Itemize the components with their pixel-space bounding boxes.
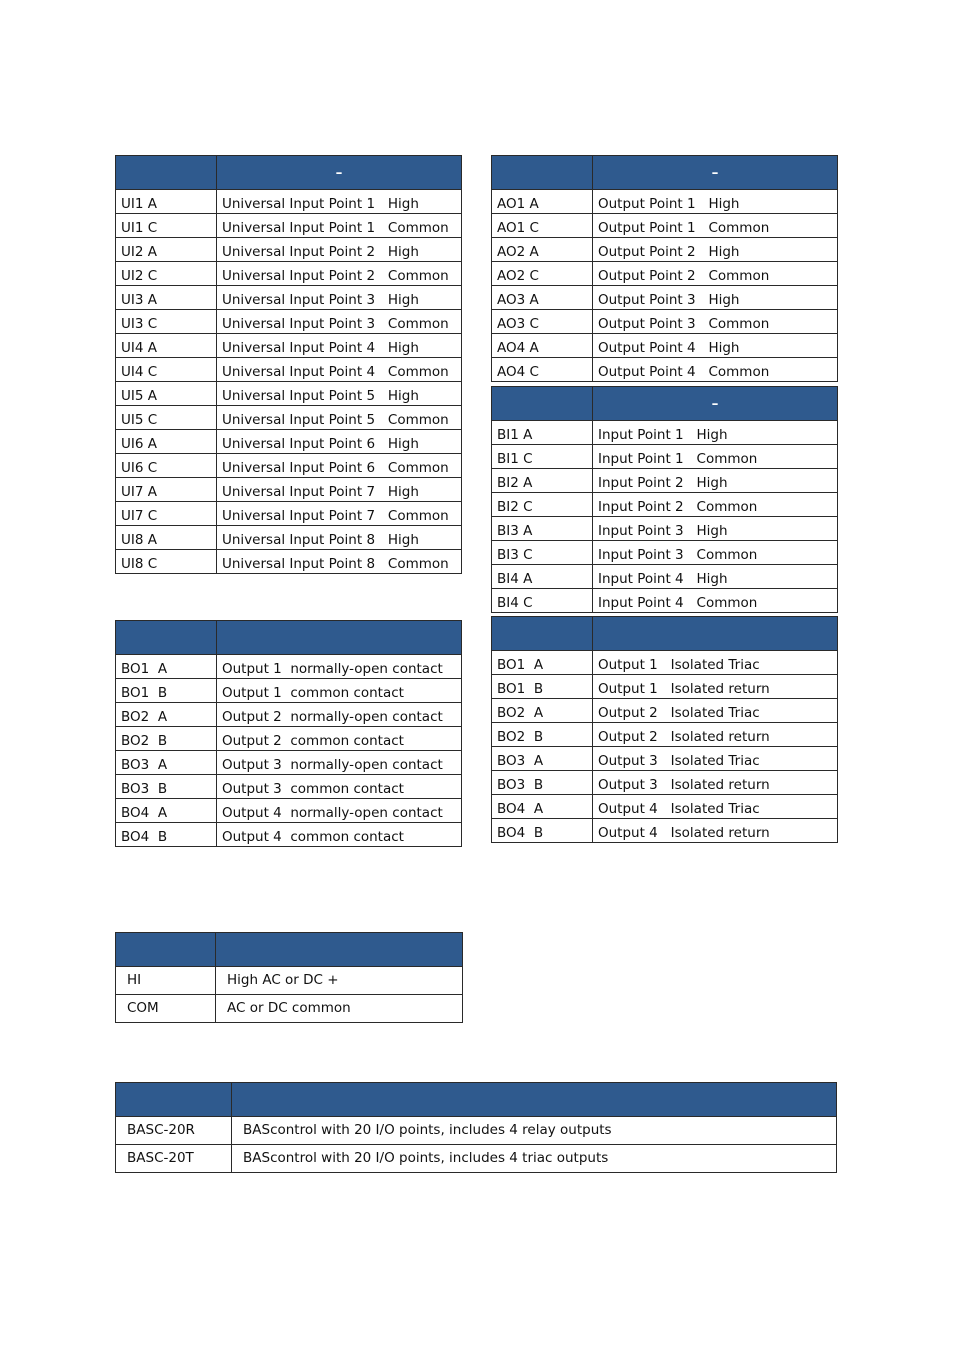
terminal-cell: BO2 B (116, 727, 217, 751)
terminal-cell: BI4 C (492, 589, 593, 613)
table-row (492, 190, 838, 214)
table-row (116, 310, 462, 334)
terminal-cell: UI1 A (116, 190, 217, 214)
header-cell-model (116, 1083, 232, 1117)
table-row (116, 727, 462, 751)
terminal-cell: UI7 A (116, 478, 217, 502)
ao-terminal-table (491, 155, 838, 382)
table-row (492, 334, 838, 358)
terminal-cell: AO1 A (492, 190, 593, 214)
table-row (116, 679, 462, 703)
terminal-cell: UI4 A (116, 334, 217, 358)
table-row (492, 819, 838, 843)
description-cell: Output Point 1 High (593, 190, 838, 214)
terminal-cell: AO1 C (492, 214, 593, 238)
terminal-cell: BO1 A (492, 651, 593, 675)
table-row (116, 823, 462, 847)
terminal-cell: AO2 A (492, 238, 593, 262)
description-cell: Universal Input Point 3 High (217, 286, 462, 310)
table-row (492, 214, 838, 238)
description-cell: Universal Input Point 8 High (217, 526, 462, 550)
table-row (492, 589, 838, 613)
description-cell: Universal Input Point 3 Common (217, 310, 462, 334)
description-cell: Output 3 normally-open contact (217, 751, 462, 775)
table-row (492, 310, 838, 334)
bo-triac-terminal-table (491, 616, 838, 843)
terminal-cell: AO4 C (492, 358, 593, 382)
description-cell: BAScontrol with 20 I/O points, includes 4 relay outputs (232, 1117, 837, 1145)
description-cell: Output 2 Isolated Triac (593, 699, 838, 723)
table-row (492, 675, 838, 699)
description-cell: Input Point 4 Common (593, 589, 838, 613)
table-row (116, 526, 462, 550)
table-row (492, 541, 838, 565)
table-row (492, 469, 838, 493)
terminal-cell: UI5 A (116, 382, 217, 406)
terminal-cell: BO2 B (492, 723, 593, 747)
table-header (492, 156, 838, 190)
terminal-cell: UI2 C (116, 262, 217, 286)
table-row (116, 382, 462, 406)
terminal-cell: BO3 B (492, 771, 593, 795)
table-row (116, 358, 462, 382)
description-cell: Output Point 2 High (593, 238, 838, 262)
description-cell: BAScontrol with 20 I/O points, includes 4 triac outputs (232, 1145, 837, 1173)
terminal-cell: AO4 A (492, 334, 593, 358)
description-cell: Input Point 3 High (593, 517, 838, 541)
power-terminal-table (115, 932, 463, 1023)
terminal-cell: UI8 C (116, 550, 217, 574)
terminal-cell: UI6 A (116, 430, 217, 454)
terminal-cell: AO3 A (492, 286, 593, 310)
terminal-cell: AO3 C (492, 310, 593, 334)
description-cell: Output 3 Isolated Triac (593, 747, 838, 771)
table-row (116, 1145, 837, 1173)
table-row (116, 1117, 837, 1145)
description-cell: Universal Input Point 2 Common (217, 262, 462, 286)
table-row (492, 421, 838, 445)
terminal-cell: HI (116, 967, 216, 995)
header-cell-terminal (492, 617, 593, 651)
description-cell: Output Point 1 Common (593, 214, 838, 238)
description-cell: Output Point 2 Common (593, 262, 838, 286)
table-row (116, 430, 462, 454)
table-row (116, 751, 462, 775)
description-cell: AC or DC common (216, 995, 463, 1023)
header-cell-description: – (593, 156, 838, 190)
table-row (492, 517, 838, 541)
description-cell: Output 4 common contact (217, 823, 462, 847)
header-cell-terminal (492, 156, 593, 190)
description-cell: Universal Input Point 6 Common (217, 454, 462, 478)
bi-terminal-table (491, 386, 838, 613)
description-cell: Output Point 3 Common (593, 310, 838, 334)
header-cell-terminal (116, 621, 217, 655)
terminal-cell: UI6 C (116, 454, 217, 478)
description-cell: Output 1 common contact (217, 679, 462, 703)
description-cell: Output 1 Isolated return (593, 675, 838, 699)
table-row (116, 334, 462, 358)
description-cell: Output Point 4 High (593, 334, 838, 358)
table-row (116, 550, 462, 574)
table-row (492, 747, 838, 771)
ui-terminal-table (115, 155, 462, 574)
terminal-cell: BI2 A (492, 469, 593, 493)
table-header (492, 387, 838, 421)
description-cell: Universal Input Point 1 High (217, 190, 462, 214)
terminal-cell: UI3 A (116, 286, 217, 310)
terminal-cell: BO4 A (492, 795, 593, 819)
table-row (492, 651, 838, 675)
description-cell: Output Point 4 Common (593, 358, 838, 382)
description-cell: Universal Input Point 5 High (217, 382, 462, 406)
description-cell: Input Point 4 High (593, 565, 838, 589)
header-cell-terminal (116, 156, 217, 190)
description-cell: Input Point 2 High (593, 469, 838, 493)
description-cell: Universal Input Point 7 Common (217, 502, 462, 526)
description-cell: Universal Input Point 4 High (217, 334, 462, 358)
terminal-cell: UI8 A (116, 526, 217, 550)
description-cell: Output 2 common contact (217, 727, 462, 751)
header-cell-description (217, 621, 462, 655)
table-row (116, 238, 462, 262)
description-cell: Output 1 Isolated Triac (593, 651, 838, 675)
description-cell: Input Point 1 Common (593, 445, 838, 469)
terminal-cell: BI3 C (492, 541, 593, 565)
terminal-cell: UI3 C (116, 310, 217, 334)
table-header (116, 1083, 837, 1117)
terminal-cell: BO3 A (492, 747, 593, 771)
header-cell-terminal (492, 387, 593, 421)
description-cell: Universal Input Point 1 Common (217, 214, 462, 238)
header-cell-terminal (116, 933, 216, 967)
description-cell: Output 4 normally-open contact (217, 799, 462, 823)
table-row (116, 262, 462, 286)
description-cell: Universal Input Point 2 High (217, 238, 462, 262)
table-row (116, 406, 462, 430)
table-row (492, 262, 838, 286)
table-row (492, 699, 838, 723)
table-row (116, 502, 462, 526)
terminal-cell: BO1 B (116, 679, 217, 703)
terminal-cell: BI1 A (492, 421, 593, 445)
description-cell: Output 2 Isolated return (593, 723, 838, 747)
description-cell: Output 4 Isolated return (593, 819, 838, 843)
description-cell: Output 1 normally-open contact (217, 655, 462, 679)
description-cell: Output 3 Isolated return (593, 771, 838, 795)
description-cell: Output Point 3 High (593, 286, 838, 310)
table-row (116, 286, 462, 310)
bo-relay-terminal-table (115, 620, 462, 847)
terminal-cell: AO2 C (492, 262, 593, 286)
terminal-cell: UI4 C (116, 358, 217, 382)
table-row (492, 565, 838, 589)
description-cell: Universal Input Point 4 Common (217, 358, 462, 382)
description-cell: Output 4 Isolated Triac (593, 795, 838, 819)
table-row (492, 493, 838, 517)
terminal-cell: BI1 C (492, 445, 593, 469)
terminal-cell: UI1 C (116, 214, 217, 238)
table-row (116, 478, 462, 502)
description-cell: Input Point 3 Common (593, 541, 838, 565)
table-row (116, 799, 462, 823)
terminal-cell: BI2 C (492, 493, 593, 517)
table-row (116, 655, 462, 679)
terminal-cell: BI4 A (492, 565, 593, 589)
terminal-cell: BO2 A (492, 699, 593, 723)
table-header (492, 617, 838, 651)
description-cell: Output 3 common contact (217, 775, 462, 799)
header-cell-description: – (217, 156, 462, 190)
description-cell: Input Point 1 High (593, 421, 838, 445)
terminal-cell: BO4 B (492, 819, 593, 843)
description-cell: High AC or DC + (216, 967, 463, 995)
description-cell: Universal Input Point 6 High (217, 430, 462, 454)
table-row (492, 238, 838, 262)
terminal-cell: BO4 A (116, 799, 217, 823)
header-cell-description: – (593, 387, 838, 421)
header-cell-description (232, 1083, 837, 1117)
table-row (116, 703, 462, 727)
table-row (116, 190, 462, 214)
table-row (116, 214, 462, 238)
description-cell: Output 2 normally-open contact (217, 703, 462, 727)
terminal-cell: BO1 A (116, 655, 217, 679)
description-cell: Universal Input Point 7 High (217, 478, 462, 502)
table-row (116, 995, 463, 1023)
table-header (116, 156, 462, 190)
terminal-cell: UI7 C (116, 502, 217, 526)
terminal-cell: BO3 A (116, 751, 217, 775)
table-row (492, 286, 838, 310)
table-row (492, 358, 838, 382)
table-row (116, 454, 462, 478)
description-cell: Input Point 2 Common (593, 493, 838, 517)
table-header (116, 933, 463, 967)
terminal-cell: BASC-20R (116, 1117, 232, 1145)
terminal-cell: UI2 A (116, 238, 217, 262)
table-row (116, 775, 462, 799)
table-row (492, 723, 838, 747)
table-row (492, 771, 838, 795)
table-row (492, 445, 838, 469)
terminal-cell: BO2 A (116, 703, 217, 727)
header-cell-description (216, 933, 463, 967)
terminal-cell: BI3 A (492, 517, 593, 541)
description-cell: Universal Input Point 5 Common (217, 406, 462, 430)
terminal-cell: BO4 B (116, 823, 217, 847)
terminal-cell: BASC-20T (116, 1145, 232, 1173)
terminal-cell: COM (116, 995, 216, 1023)
description-cell: Universal Input Point 8 Common (217, 550, 462, 574)
table-row (492, 795, 838, 819)
terminal-cell: BO1 B (492, 675, 593, 699)
terminal-cell: BO3 B (116, 775, 217, 799)
table-row (116, 967, 463, 995)
header-cell-description (593, 617, 838, 651)
model-table (115, 1082, 837, 1173)
terminal-cell: UI5 C (116, 406, 217, 430)
table-header (116, 621, 462, 655)
